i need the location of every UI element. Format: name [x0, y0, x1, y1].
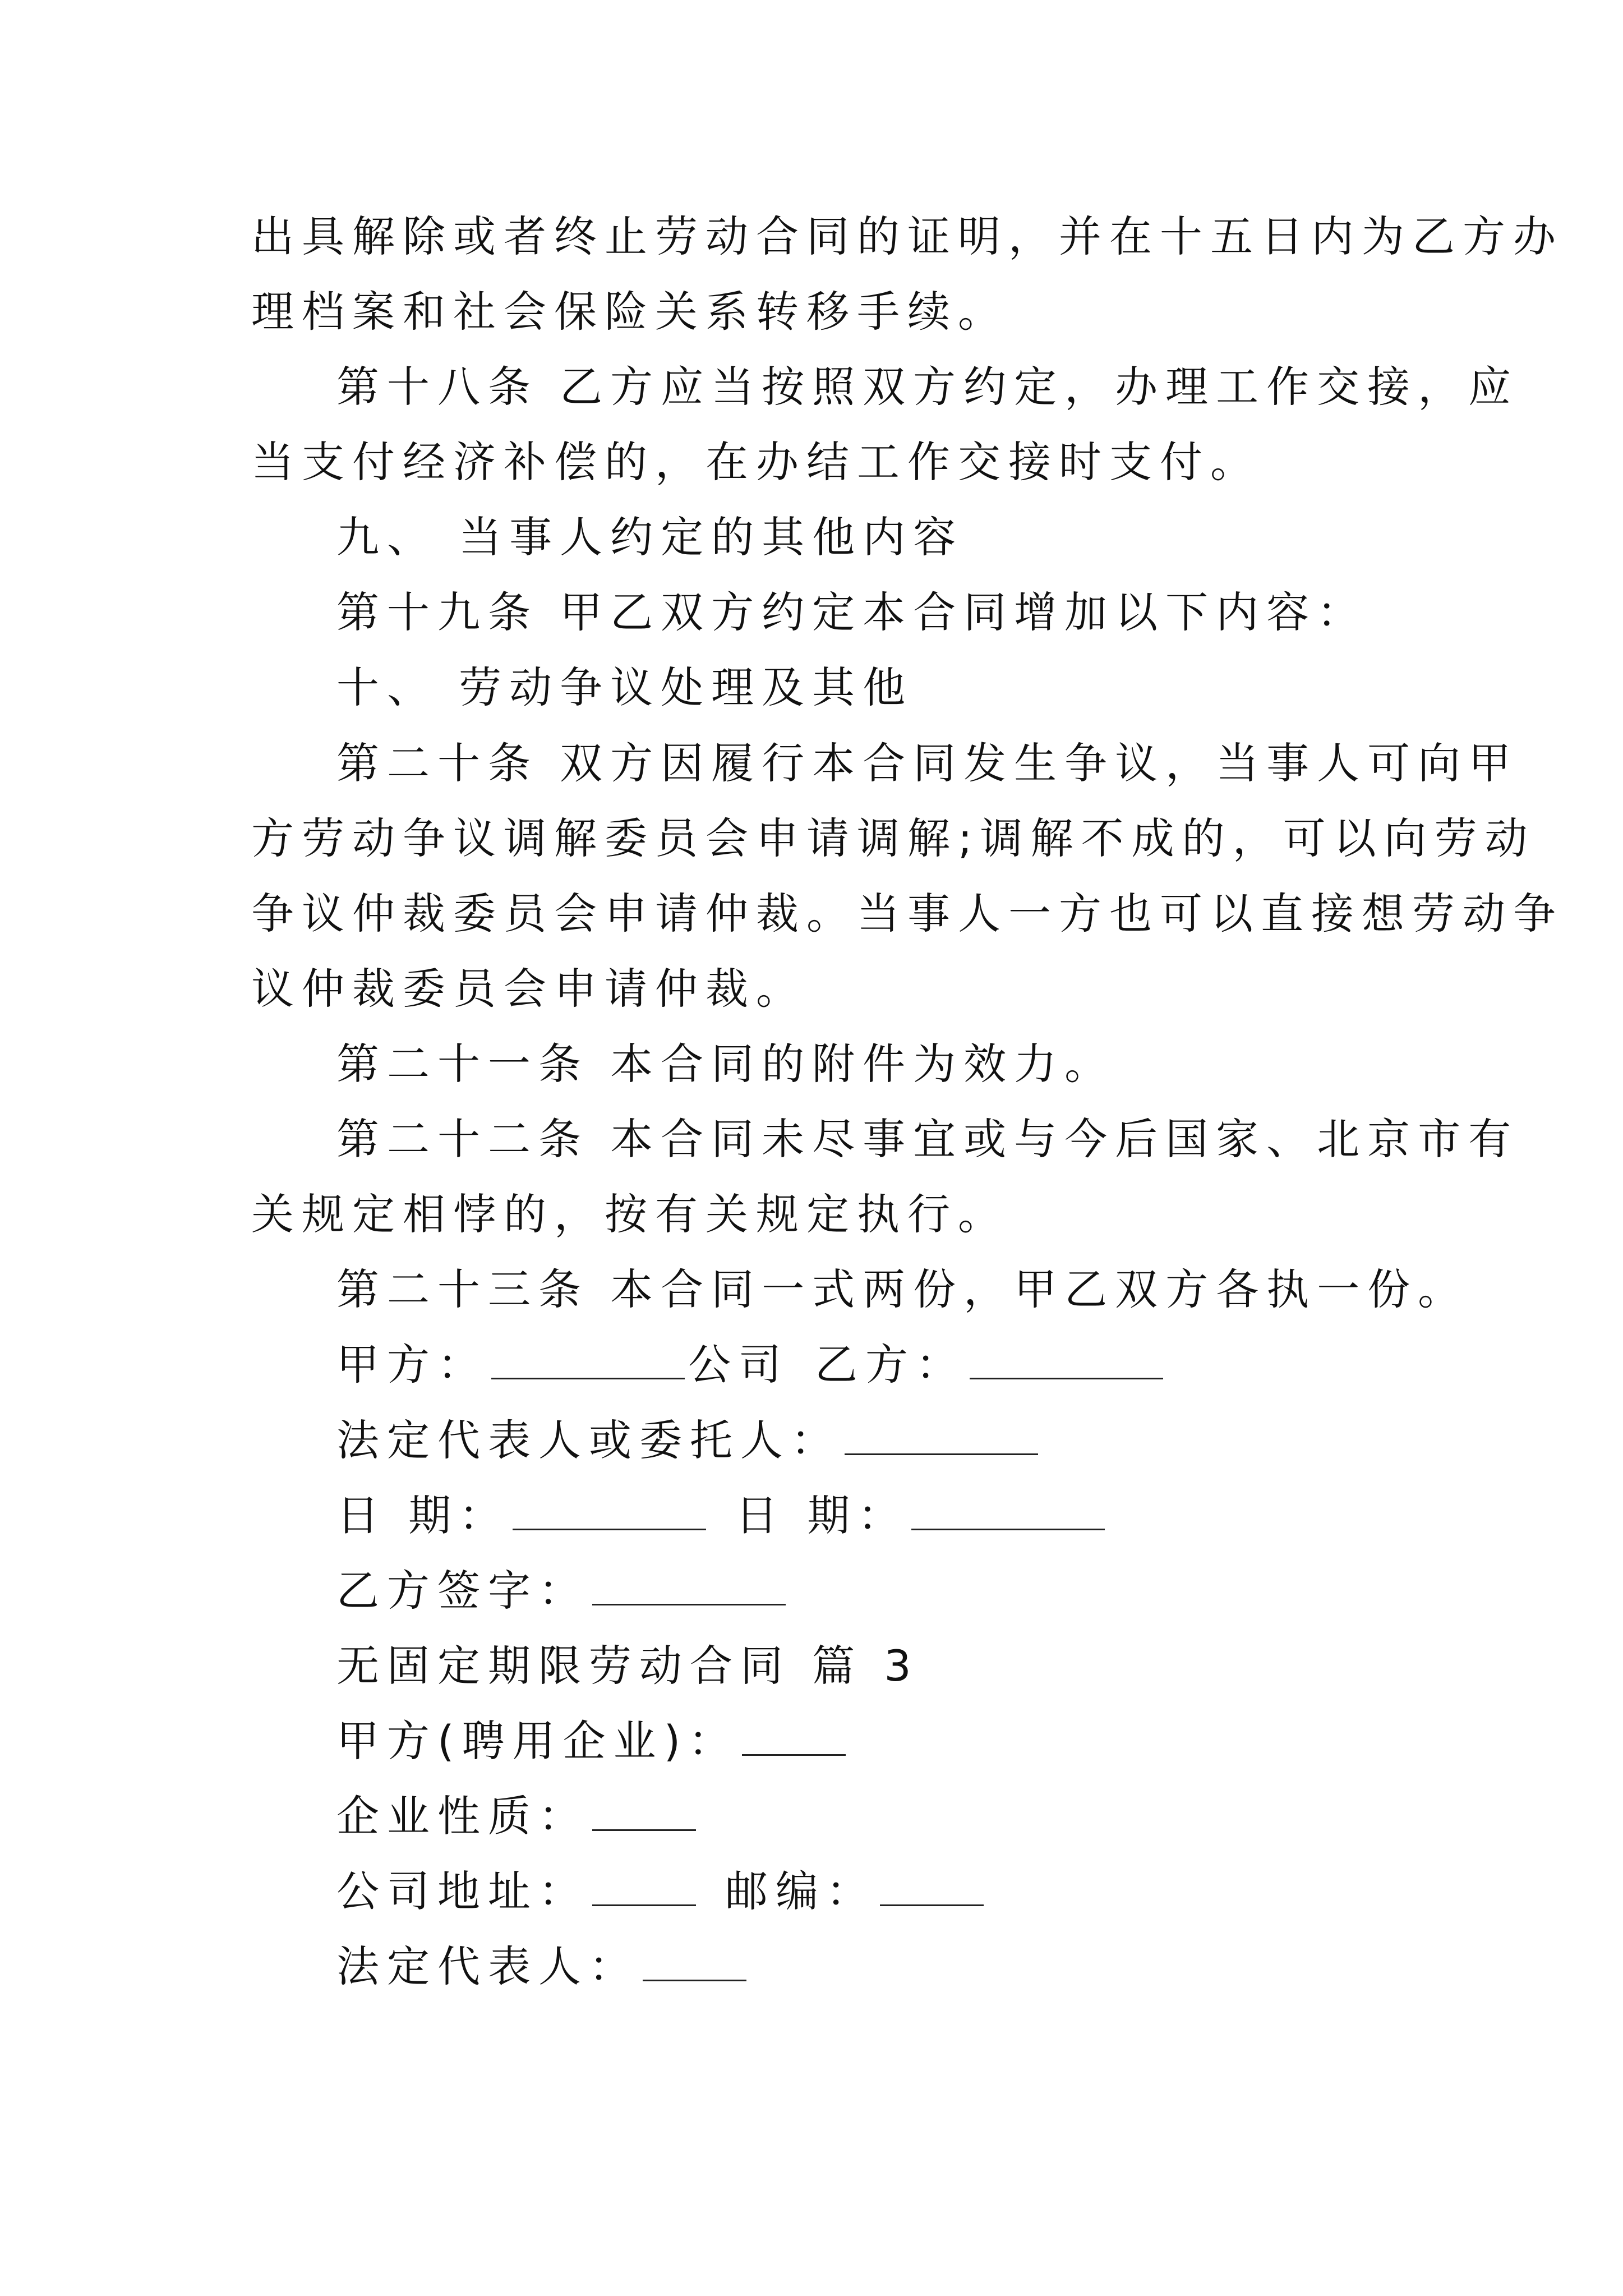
employer-label: 甲方(聘用企业)： [336, 1716, 739, 1766]
article-19: 第十九条 甲乙双方约定本合同增加以下内容： [336, 587, 1368, 637]
party-signature-row [336, 1337, 1166, 1393]
date-label-b: 日 期： [735, 1490, 909, 1540]
address-label: 公司地址： [336, 1866, 589, 1916]
paragraph-line: 争议仲裁委员会申请仲裁。当事人一方也可以直接想劳动争 [251, 889, 1564, 938]
party-b-blank[interactable] [970, 1341, 1163, 1379]
paragraph-line: 出具解除或者终止劳动合同的证明，并在十五日内为乙方办 [251, 211, 1564, 261]
article-23: 第二十三条 本合同一式两份，甲乙双方各执一份。 [336, 1264, 1469, 1314]
postcode-blank[interactable] [880, 1867, 984, 1906]
legal-rep-blank[interactable] [845, 1416, 1038, 1455]
nature-blank[interactable] [592, 1792, 696, 1831]
party-b-sign-row [336, 1563, 789, 1619]
nature-label: 企业性质： [336, 1791, 589, 1841]
article-21: 第二十一条 本合同的附件为效力。 [336, 1039, 1115, 1089]
date-label-a: 日 期： [336, 1490, 510, 1540]
date-row [336, 1488, 1108, 1544]
postcode-label: 邮编： [725, 1866, 877, 1916]
article-20-line: 第二十条 双方因履行本合同发生争议，当事人可向甲 [336, 738, 1519, 788]
legal-rep-blank-2[interactable] [643, 1943, 746, 1981]
employer-row [336, 1713, 849, 1769]
employer-blank[interactable] [742, 1717, 846, 1756]
party-b-sign-blank[interactable] [592, 1567, 786, 1605]
party-a-blank[interactable] [491, 1341, 685, 1379]
nature-row [336, 1788, 699, 1844]
date-a-blank[interactable] [513, 1492, 706, 1530]
paragraph-line: 当支付经济补偿的，在办结工作交接时支付。 [251, 437, 1261, 487]
paragraph-line: 理档案和社会保险关系转移手续。 [251, 287, 1008, 337]
address-row [336, 1864, 987, 1920]
party-b-label: 乙方： [815, 1340, 966, 1389]
article-22-line: 第二十二条 本合同未尽事宜或与今后国家、北京市有 [336, 1114, 1519, 1164]
company-suffix: 公司 [688, 1340, 789, 1389]
date-b-blank[interactable] [911, 1492, 1105, 1530]
party-b-sign-label: 乙方签字： [336, 1566, 589, 1616]
legal-rep-row [336, 1412, 1041, 1469]
article-18-line: 第十八条 乙方应当按照双方约定，办理工作交接，应 [336, 362, 1519, 412]
party-a-label: 甲方： [336, 1340, 488, 1389]
paragraph-line: 议仲裁委员会申请仲裁。 [251, 964, 806, 1014]
next-contract-title: 无固定期限劳动合同 篇 3 [336, 1641, 919, 1691]
legal-rep-row-2 [336, 1939, 750, 1995]
paragraph-line: 方劳动争议调解委员会申请调解;调解不成的，可以向劳动 [251, 813, 1536, 863]
address-blank[interactable] [592, 1867, 696, 1906]
legal-rep-label: 法定代表人或委托人： [336, 1415, 841, 1465]
paragraph-line: 关规定相悖的，按有关规定执行。 [251, 1189, 1008, 1239]
section-heading-10: 十、 劳动争议处理及其他 [336, 662, 914, 712]
legal-rep-label-2: 法定代表人： [336, 1941, 639, 1991]
section-heading-9: 九、 当事人约定的其他内容 [336, 512, 964, 562]
